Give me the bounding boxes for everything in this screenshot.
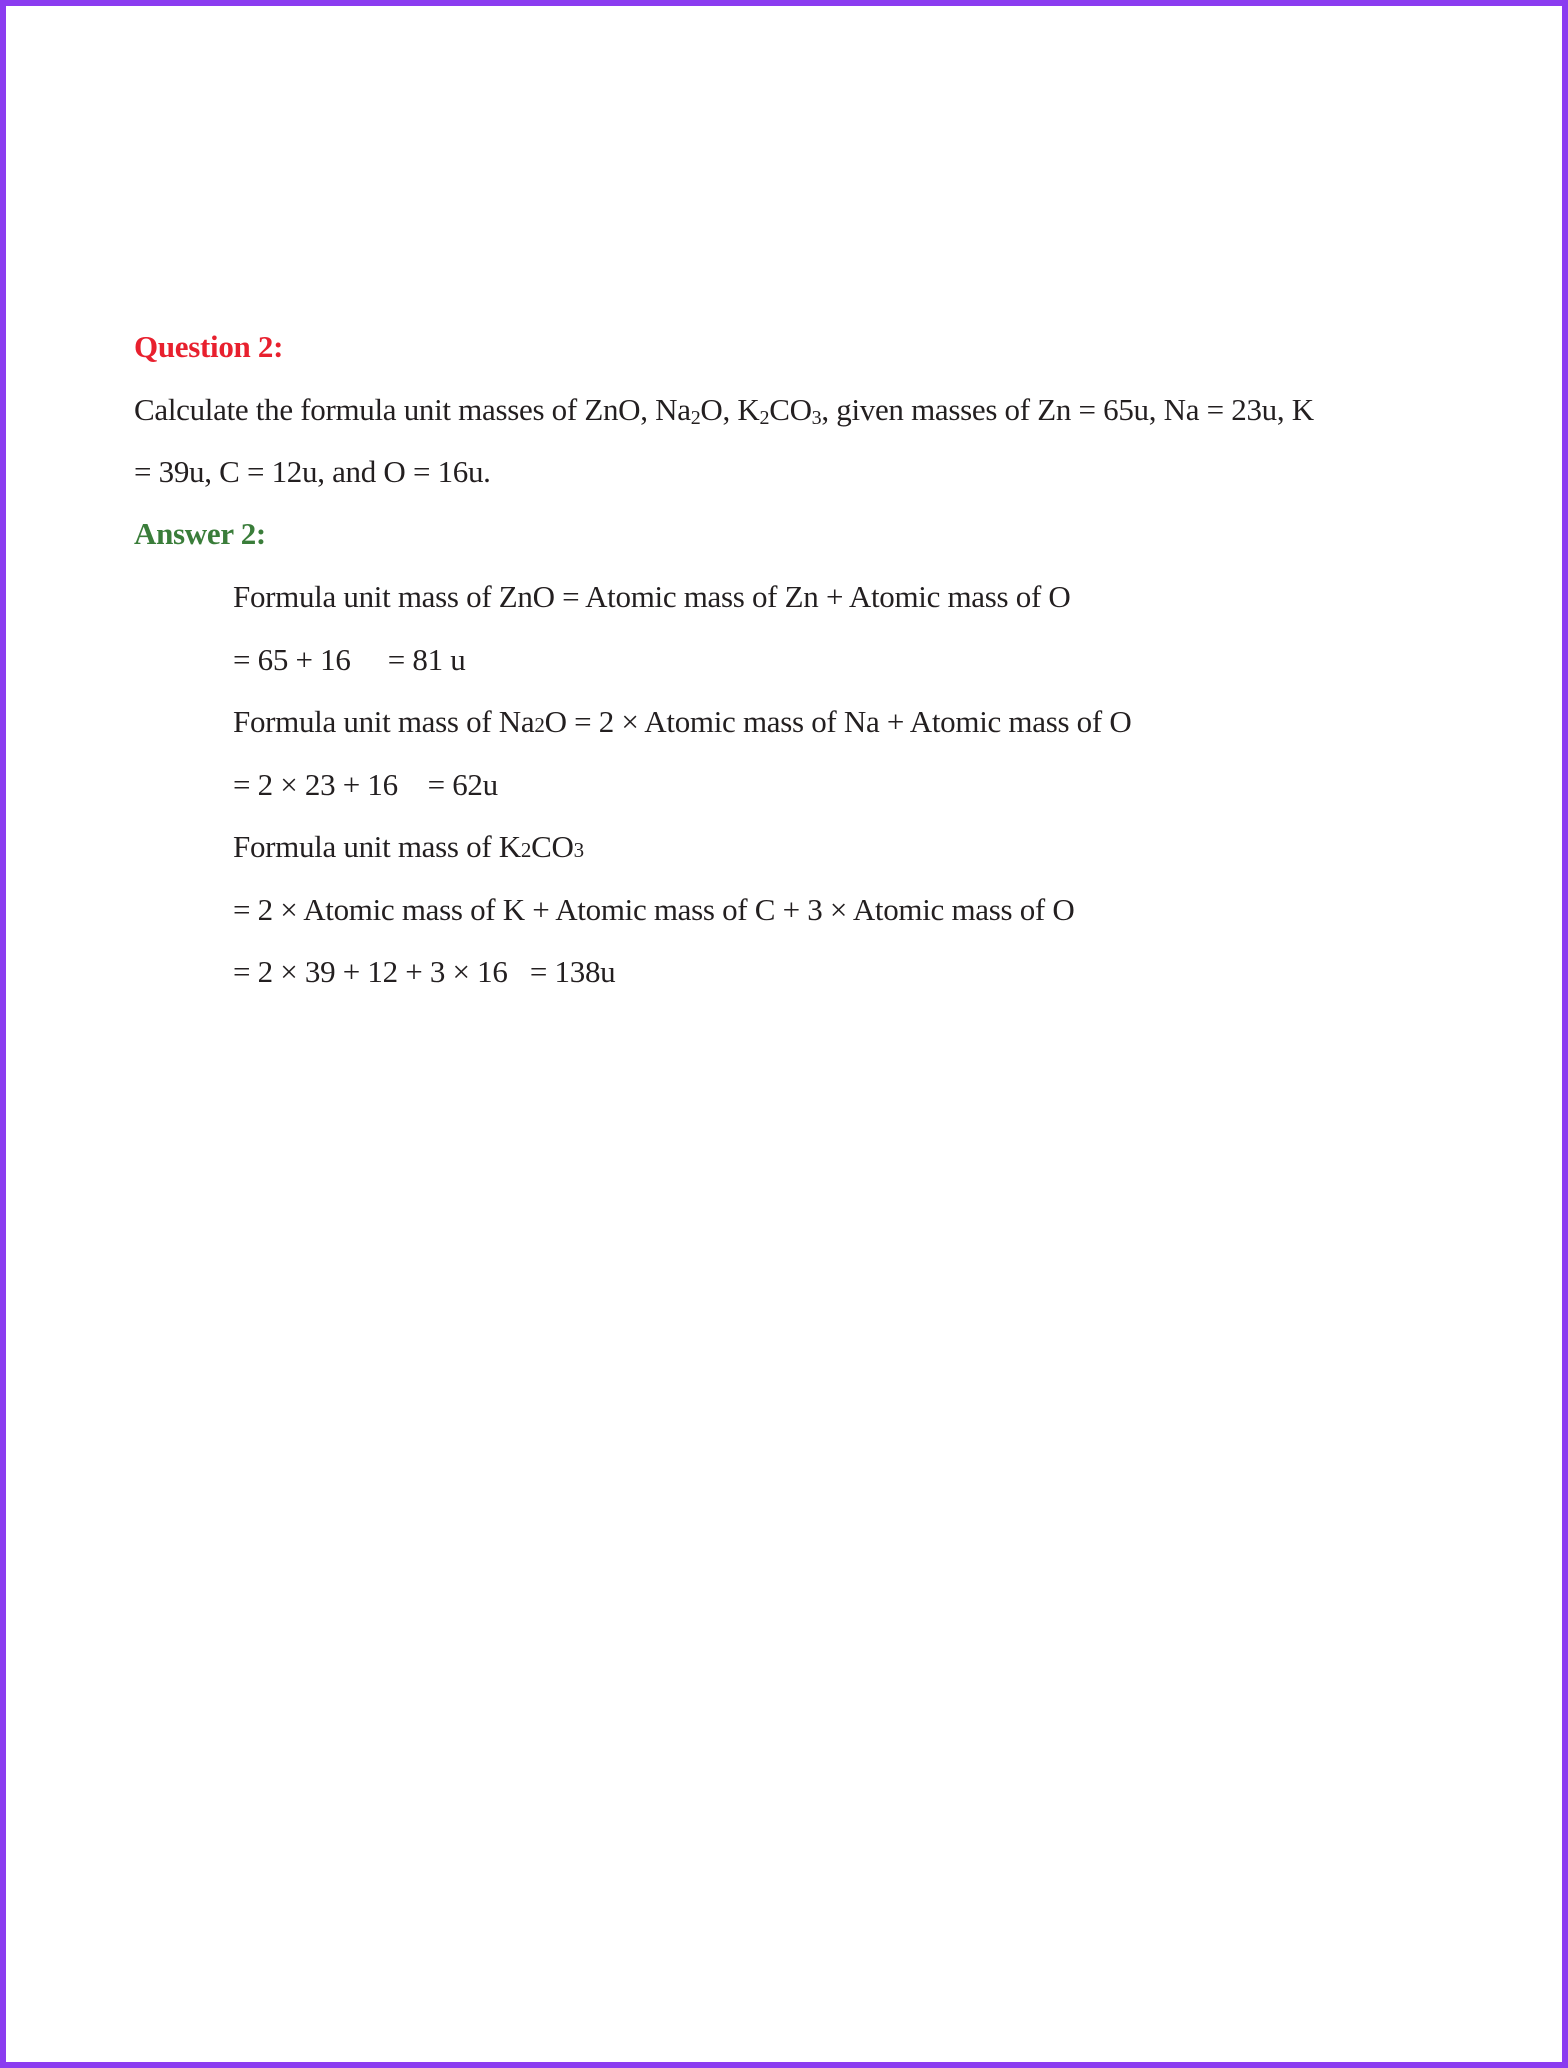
question-text: O, K [700, 392, 760, 427]
answer-text: CO [531, 829, 574, 864]
na2o-formula [233, 702, 1131, 745]
answer-text: Formula unit mass of Na [233, 704, 535, 739]
k2co3-calc: = 2 × 39 + 12 + 3 × 16 = 138u [233, 954, 616, 989]
answer-text: O = 2 × Atomic mass of Na + Atomic mass of O [544, 704, 1132, 739]
zno-formula: Formula unit mass of ZnO = Atomic mass of Zn + Atomic mass of O [233, 579, 1071, 614]
subscript: 2 [534, 713, 545, 737]
question-text-line2: = 39u, C = 12u, and O = 16u. [134, 454, 491, 489]
question-text-line1 [134, 390, 1314, 430]
na2o-calc: = 2 × 23 + 16 = 62u [233, 767, 498, 802]
question-text: CO [769, 392, 812, 427]
k2co3-heading [233, 827, 584, 870]
answer-text: Formula unit mass of K [233, 829, 521, 864]
answer-heading: Answer 2: [134, 516, 266, 551]
question-heading: Question 2: [134, 329, 284, 364]
subscript: 2 [690, 407, 701, 429]
question-text: Calculate the formula unit masses of ZnO, Na [134, 392, 691, 427]
question-text: , given masses of Zn = 65u, Na = 23u, K [821, 392, 1314, 427]
subscript: 3 [811, 407, 822, 429]
k2co3-formula: = 2 × Atomic mass of K + Atomic mass of C + 3 × Atomic mass of O [233, 892, 1075, 927]
zno-calc: = 65 + 16 = 81 u [233, 642, 466, 677]
subscript: 2 [759, 407, 770, 429]
subscript: 2 [520, 838, 532, 862]
subscript: 3 [573, 838, 584, 862]
